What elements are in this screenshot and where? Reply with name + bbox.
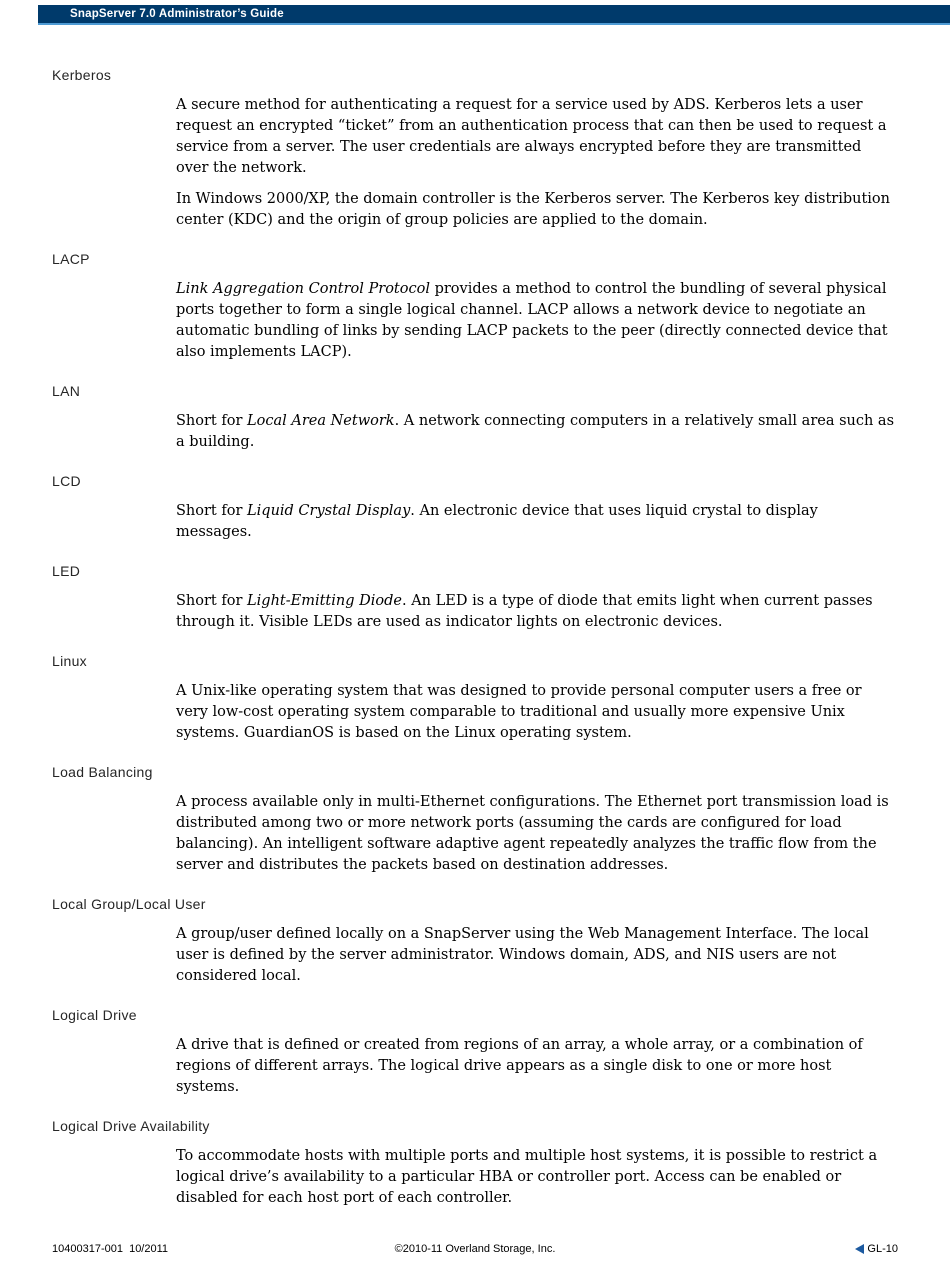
definition-text: . An electronic device that uses liquid crystal to display messages. (176, 503, 818, 540)
glossary-definition (176, 1035, 894, 1098)
definition-text: A process available only in multi-Ethernet configurations. The Ethernet port transmission load is distributed among two or more network ports (assuming the cards are configured for load balancing). An intelligent software adaptive agent repeatedly analyzes the traffic flow from the server and distributes the packets based on destination addresses. (176, 794, 889, 873)
back-arrow-icon[interactable] (855, 1244, 864, 1254)
glossary-term: LCD (52, 473, 81, 489)
glossary-definition (176, 591, 894, 633)
definition-text-italic: Light-Emitting Diode (247, 593, 402, 609)
doc-part-number: 10400317-001 10/2011 (52, 1243, 169, 1255)
glossary-entry (52, 563, 896, 633)
definition-text: A Unix-like operating system that was designed to provide personal computer users a free or very low-cost operating system comparable to traditional and usually more expensive Unix systems. GuardianOS is based on the Linux operating system. (176, 683, 862, 741)
copyright-text: ©2010-11 Overland Storage, Inc. (394, 1243, 556, 1255)
definition-text: A secure method for authenticating a request for a service used by ADS. Kerberos lets a user request an encrypted “ticket” from an authentication process that can then be used to request a service from a server. The user credentials are always encrypted before they are transmitted over the network. (176, 97, 887, 176)
definition-paragraph (176, 189, 894, 231)
definition-text: A group/user defined locally on a SnapServer using the Web Management Interface. The local user is defined by the server administrator. Windows domain, ADS, and NIS users are not considered local. (176, 926, 869, 984)
glossary-term: LACP (52, 251, 90, 267)
glossary-definition (176, 1146, 894, 1209)
definition-text: . An LED is a type of diode that emits light when current passes through it. Visible LEDs are used as indicator lights on electronic devices. (176, 593, 873, 630)
glossary-term: Load Balancing (52, 764, 153, 780)
glossary-term: LAN (52, 383, 81, 399)
glossary-entry (52, 383, 896, 453)
definition-text-italic: Link Aggregation Control Protocol (176, 281, 430, 297)
definition-text: Short for (176, 503, 248, 519)
glossary-list (0, 25, 950, 1209)
definition-text: To accommodate hosts with multiple ports and multiple host systems, it is possible to restrict a logical drive’s availability to a particular HBA or controller port. Access can be enabled or disabled for each host port of each controller. (176, 1148, 878, 1206)
glossary-entry (52, 473, 896, 543)
definition-paragraph (176, 792, 894, 876)
definition-paragraph (176, 591, 894, 633)
footer (0, 1243, 950, 1255)
definition-text: A drive that is defined or created from regions of an array, a whole array, or a combination of regions of different arrays. The logical drive appears as a single disk to one or more host systems. (176, 1037, 863, 1095)
glossary-term: Linux (52, 653, 87, 669)
page-number: GL-10 (867, 1243, 898, 1255)
glossary-term: LED (52, 563, 81, 579)
glossary-entry (52, 764, 896, 876)
glossary-term: Logical Drive Availability (52, 1118, 210, 1134)
glossary-term: Kerberos (52, 67, 112, 83)
definition-paragraph (176, 95, 894, 179)
glossary-entry (52, 653, 896, 744)
definition-paragraph (176, 279, 894, 363)
page-nav (855, 1243, 898, 1255)
definition-text: . A network connecting computers in a relatively small area such as a building. (176, 413, 895, 450)
definition-text: In Windows 2000/XP, the domain controller is the Kerberos server. The Kerberos key distribution center (KDC) and the origin of group policies are applied to the domain. (176, 191, 891, 228)
definition-text-italic: Local Area Network (247, 413, 395, 429)
header-bar (38, 5, 950, 25)
page (0, 5, 950, 1255)
definition-paragraph (176, 1146, 894, 1209)
definition-paragraph (176, 411, 894, 453)
definition-paragraph (176, 501, 894, 543)
glossary-definition (176, 792, 894, 876)
glossary-entry (52, 1118, 896, 1209)
glossary-definition (176, 501, 894, 543)
glossary-definition (176, 924, 894, 987)
glossary-definition (176, 411, 894, 453)
glossary-definition (176, 95, 894, 231)
glossary-term: Logical Drive (52, 1007, 137, 1023)
definition-paragraph (176, 1035, 894, 1098)
glossary-definition (176, 681, 894, 744)
glossary-entry (52, 1007, 896, 1098)
definition-paragraph (176, 681, 894, 744)
definition-text-italic: Liquid Crystal Display (247, 503, 411, 519)
definition-paragraph (176, 924, 894, 987)
glossary-entry (52, 251, 896, 363)
glossary-entry (52, 896, 896, 987)
glossary-definition (176, 279, 894, 363)
definition-text: Short for (176, 413, 248, 429)
definition-text: provides a method to control the bundling of several physical ports together to form a single logical channel. LACP allows a network device to negotiate an automatic bundling of links by sending LACP packets to the peer (directly connected device that also implements LACP). (176, 281, 888, 360)
glossary-term: Local Group/Local User (52, 896, 206, 912)
document-title: SnapServer 7.0 Administrator’s Guide (70, 8, 284, 20)
glossary-entry (52, 67, 896, 231)
definition-text: Short for (176, 593, 248, 609)
